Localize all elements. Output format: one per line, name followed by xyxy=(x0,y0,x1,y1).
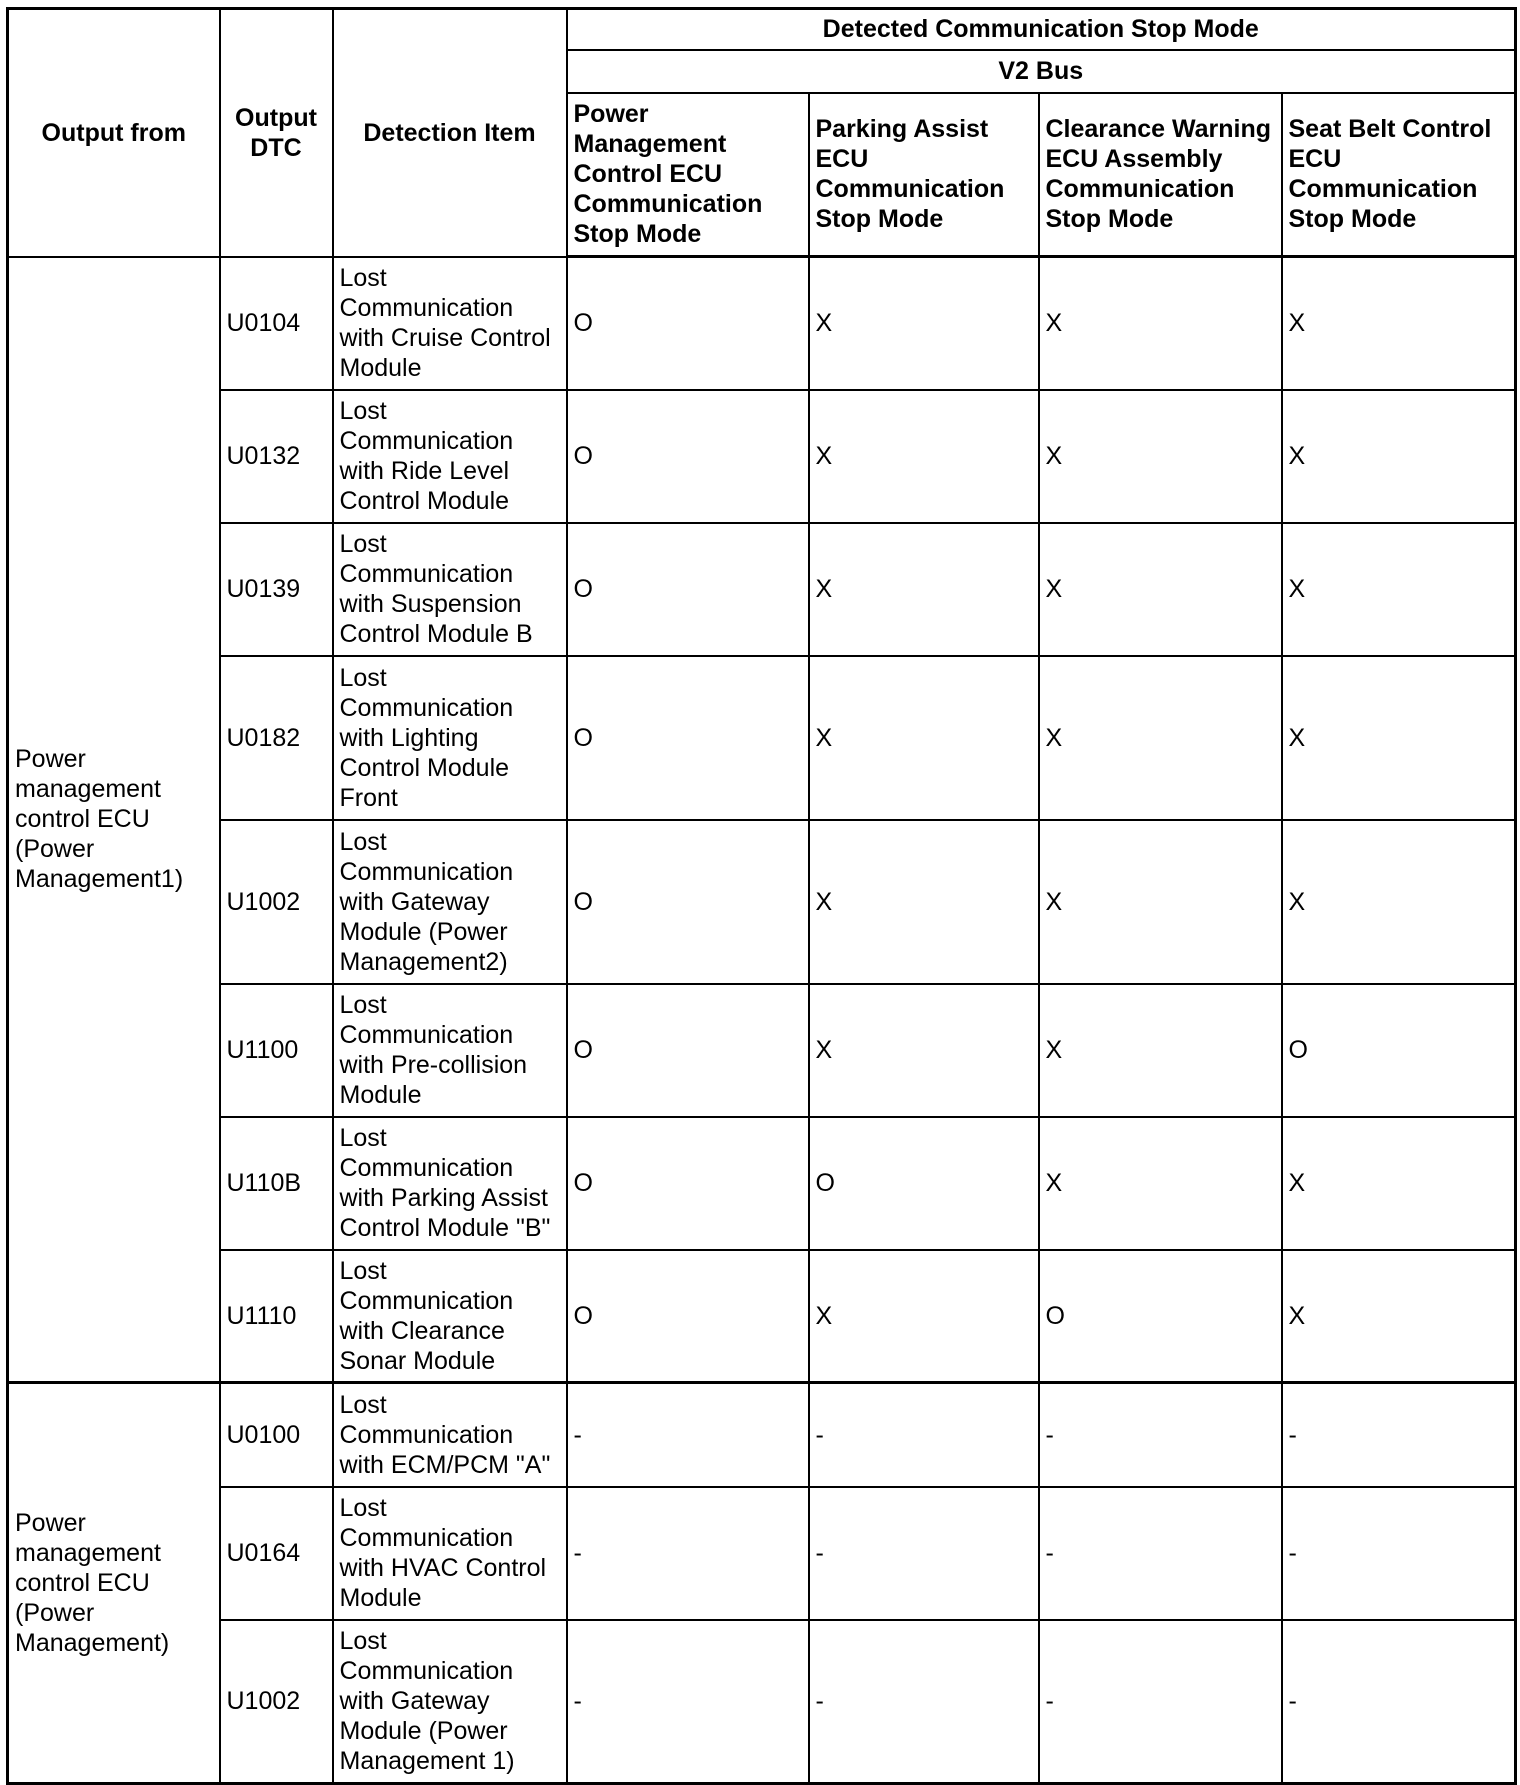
mode-cell: X xyxy=(1282,1250,1516,1383)
dtc-cell: U0100 xyxy=(220,1383,333,1487)
mode-cell: X xyxy=(1039,984,1282,1117)
mode-cell: O xyxy=(567,523,809,656)
detection-item-cell: Lost Communication with Suspension Control Module B xyxy=(333,523,567,656)
dtc-stop-mode-table xyxy=(6,7,1517,1785)
dtc-cell: U1002 xyxy=(220,1620,333,1784)
detection-item-cell: Lost Communication with Lighting Control Module Front xyxy=(333,656,567,820)
detection-item-cell: Lost Communication with Parking Assist Control Module "B" xyxy=(333,1117,567,1250)
mode-cell: O xyxy=(1039,1250,1282,1383)
table-row xyxy=(8,1487,1516,1620)
mode-cell: X xyxy=(809,656,1039,820)
mode-cell: X xyxy=(1039,820,1282,984)
table-row xyxy=(8,1383,1516,1487)
dtc-cell: U110B xyxy=(220,1117,333,1250)
mode-cell: - xyxy=(567,1487,809,1620)
dtc-cell: U1100 xyxy=(220,984,333,1117)
output-from-cell: Power management control ECU (Power Management) xyxy=(8,1383,220,1784)
mode-cell: X xyxy=(1039,1117,1282,1250)
mode-cell: - xyxy=(1282,1620,1516,1784)
mode-cell: O xyxy=(567,390,809,523)
mode-cell: - xyxy=(1039,1487,1282,1620)
mode-cell: - xyxy=(809,1383,1039,1487)
mode-cell: X xyxy=(809,984,1039,1117)
table-row xyxy=(8,523,1516,656)
table-row xyxy=(8,1250,1516,1383)
detection-item-cell: Lost Communication with Pre-collision Module xyxy=(333,984,567,1117)
dtc-cell: U0132 xyxy=(220,390,333,523)
mode-cell: - xyxy=(809,1487,1039,1620)
detection-item-cell: Lost Communication with Gateway Module (Power Management2) xyxy=(333,820,567,984)
dtc-cell: U0182 xyxy=(220,656,333,820)
header-detected-stop-mode: Detected Communication Stop Mode xyxy=(567,9,1516,50)
dtc-cell: U1002 xyxy=(220,820,333,984)
header-v2-bus: V2 Bus xyxy=(567,50,1516,93)
dtc-table-container xyxy=(6,7,1517,1785)
table-row xyxy=(8,984,1516,1117)
mode-cell: - xyxy=(1039,1620,1282,1784)
detection-item-cell: Lost Communication with HVAC Control Module xyxy=(333,1487,567,1620)
mode-cell: X xyxy=(809,390,1039,523)
dtc-cell: U0139 xyxy=(220,523,333,656)
mode-cell: O xyxy=(567,820,809,984)
mode-cell: - xyxy=(1282,1487,1516,1620)
mode-cell: X xyxy=(1039,523,1282,656)
mode-cell: O xyxy=(567,656,809,820)
mode-cell: X xyxy=(1039,257,1282,390)
mode-cell: X xyxy=(1282,656,1516,820)
detection-item-cell: Lost Communication with Cruise Control Module xyxy=(333,257,567,390)
table-row xyxy=(8,257,1516,390)
mode-cell: O xyxy=(567,1117,809,1250)
detection-item-cell: Lost Communication with ECM/PCM "A" xyxy=(333,1383,567,1487)
table-row xyxy=(8,1117,1516,1250)
mode-cell: X xyxy=(809,523,1039,656)
header-mode-power-management: Power Management Control ECU Communication Stop Mode xyxy=(567,93,809,257)
mode-cell: O xyxy=(567,1250,809,1383)
header-detection-item: Detection Item xyxy=(333,9,567,257)
header-output-dtc: Output DTC xyxy=(220,9,333,257)
table-row xyxy=(8,390,1516,523)
dtc-cell: U0164 xyxy=(220,1487,333,1620)
header-mode-clearance-warning: Clearance Warning ECU Assembly Communication Stop Mode xyxy=(1039,93,1282,257)
dtc-cell: U1110 xyxy=(220,1250,333,1383)
mode-cell: O xyxy=(567,984,809,1117)
mode-cell: X xyxy=(809,257,1039,390)
mode-cell: X xyxy=(1282,820,1516,984)
table-row xyxy=(8,820,1516,984)
mode-cell: - xyxy=(1039,1383,1282,1487)
mode-cell: O xyxy=(567,257,809,390)
mode-cell: - xyxy=(1282,1383,1516,1487)
mode-cell: X xyxy=(1282,390,1516,523)
detection-item-cell: Lost Communication with Gateway Module (Power Management 1) xyxy=(333,1620,567,1784)
mode-cell: - xyxy=(567,1620,809,1784)
mode-cell: - xyxy=(567,1383,809,1487)
mode-cell: X xyxy=(1282,1117,1516,1250)
detection-item-cell: Lost Communication with Ride Level Control Module xyxy=(333,390,567,523)
mode-cell: O xyxy=(809,1117,1039,1250)
mode-cell: O xyxy=(1282,984,1516,1117)
output-from-cell: Power management control ECU (Power Management1) xyxy=(8,257,220,1383)
mode-cell: - xyxy=(809,1620,1039,1784)
dtc-cell: U0104 xyxy=(220,257,333,390)
mode-cell: X xyxy=(1039,390,1282,523)
header-mode-parking-assist: Parking Assist ECU Communication Stop Mode xyxy=(809,93,1039,257)
detection-item-cell: Lost Communication with Clearance Sonar Module xyxy=(333,1250,567,1383)
mode-cell: X xyxy=(809,820,1039,984)
table-row xyxy=(8,1620,1516,1784)
header-mode-seat-belt: Seat Belt Control ECU Communication Stop Mode xyxy=(1282,93,1516,257)
table-row xyxy=(8,656,1516,820)
mode-cell: X xyxy=(1039,656,1282,820)
mode-cell: X xyxy=(1282,257,1516,390)
mode-cell: X xyxy=(1282,523,1516,656)
mode-cell: X xyxy=(809,1250,1039,1383)
header-output-from: Output from xyxy=(8,9,220,257)
